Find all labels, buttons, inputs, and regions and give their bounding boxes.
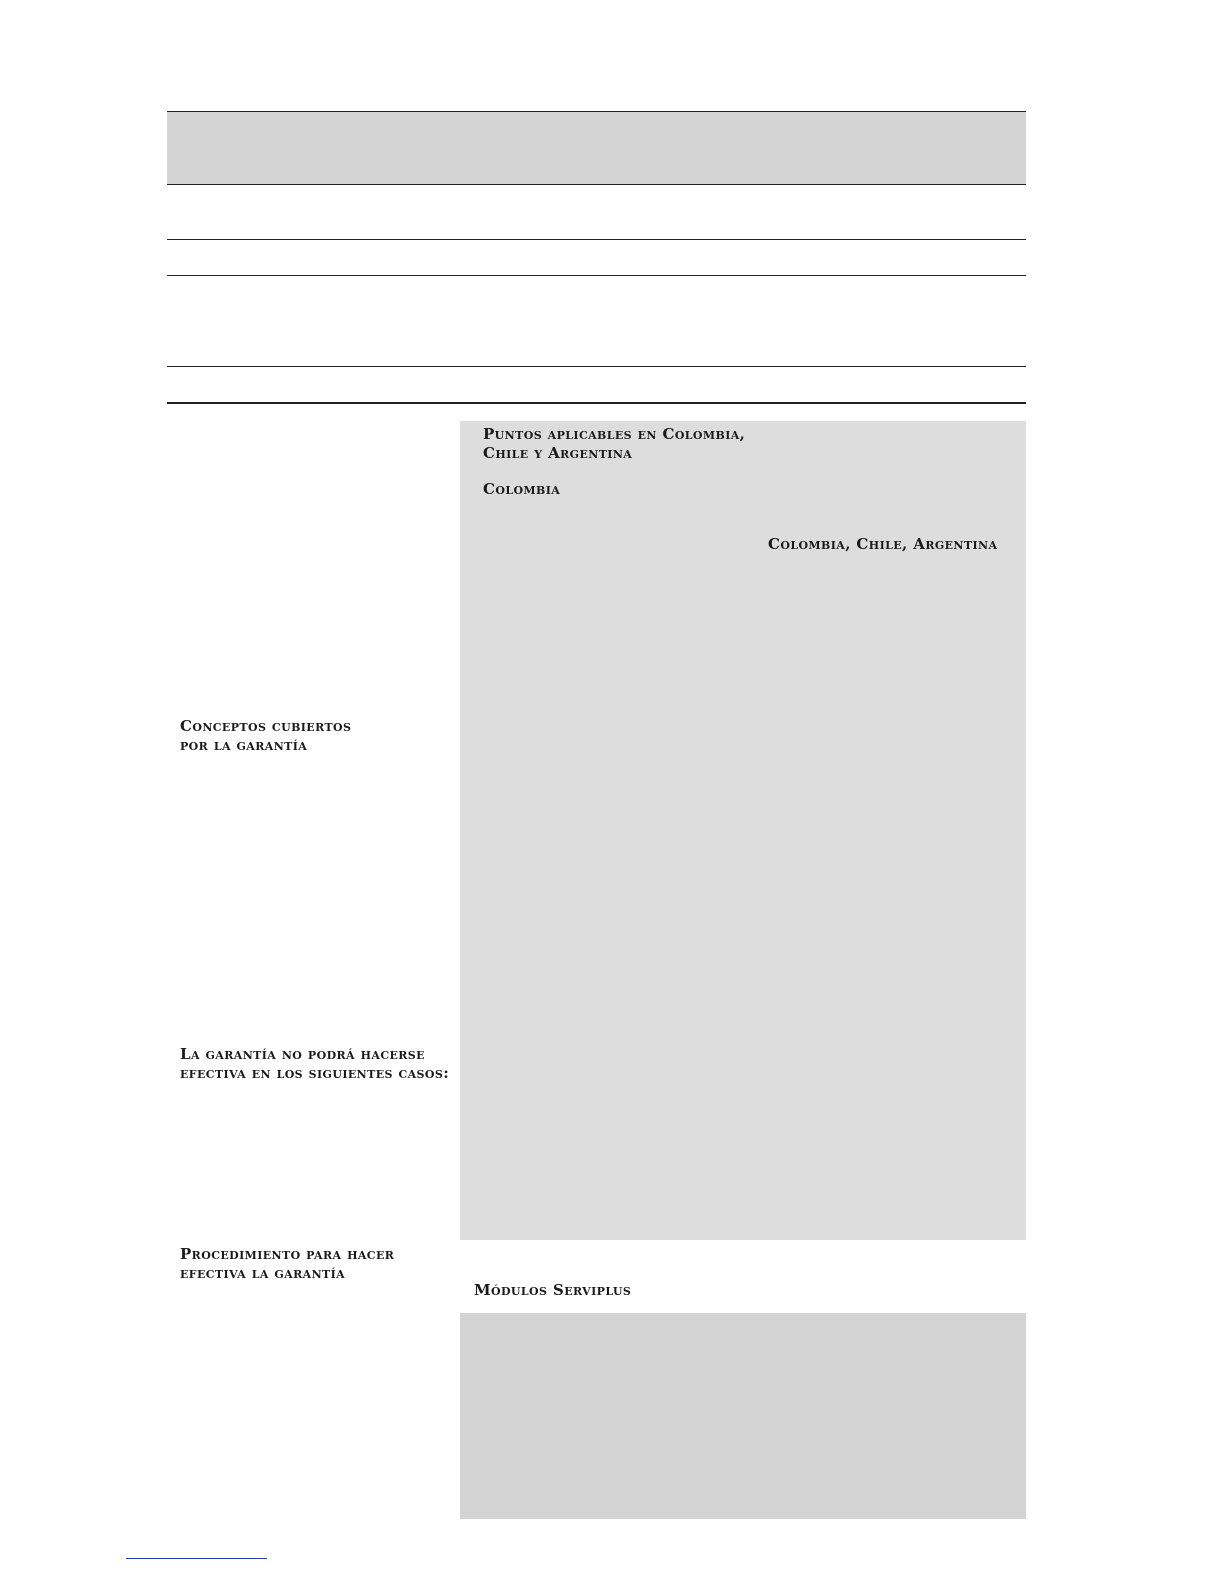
exclusions-heading-line-1: La garantía no podrá hacerse [180, 1045, 425, 1063]
panel-country-heading: Colombia [483, 480, 561, 498]
procedure-heading [180, 1245, 394, 1283]
table-rule-4 [167, 366, 1026, 367]
covered-concepts-heading [180, 717, 351, 755]
table-rule-3 [167, 275, 1026, 276]
exclusions-heading [180, 1045, 449, 1083]
procedure-heading-line-1: Procedimiento para hacer [180, 1245, 395, 1263]
table-rule-1 [167, 184, 1026, 185]
modules-serviplus-label: Módulos Serviplus [474, 1281, 632, 1299]
panel-title-line-2: Chile y Argentina [483, 444, 633, 462]
exclusions-heading-line-2: efectiva en los siguientes casos: [180, 1064, 450, 1082]
panel-countries-note: Colombia, Chile, Argentina [768, 535, 998, 553]
panel-title-line-1: Puntos aplicables en Colombia, [483, 425, 746, 443]
modules-gray-box [460, 1313, 1026, 1519]
footnote-link-underline[interactable] [126, 1558, 267, 1559]
procedure-heading-line-2: efectiva la garantía [180, 1264, 346, 1282]
table-rule-2 [167, 239, 1026, 240]
table-header-band [167, 112, 1026, 184]
panel-title [483, 425, 745, 463]
table-bottom-rule [167, 402, 1026, 404]
covered-heading-line-2: por la garantía [180, 736, 308, 754]
covered-heading-line-1: Conceptos cubiertos [180, 717, 352, 735]
